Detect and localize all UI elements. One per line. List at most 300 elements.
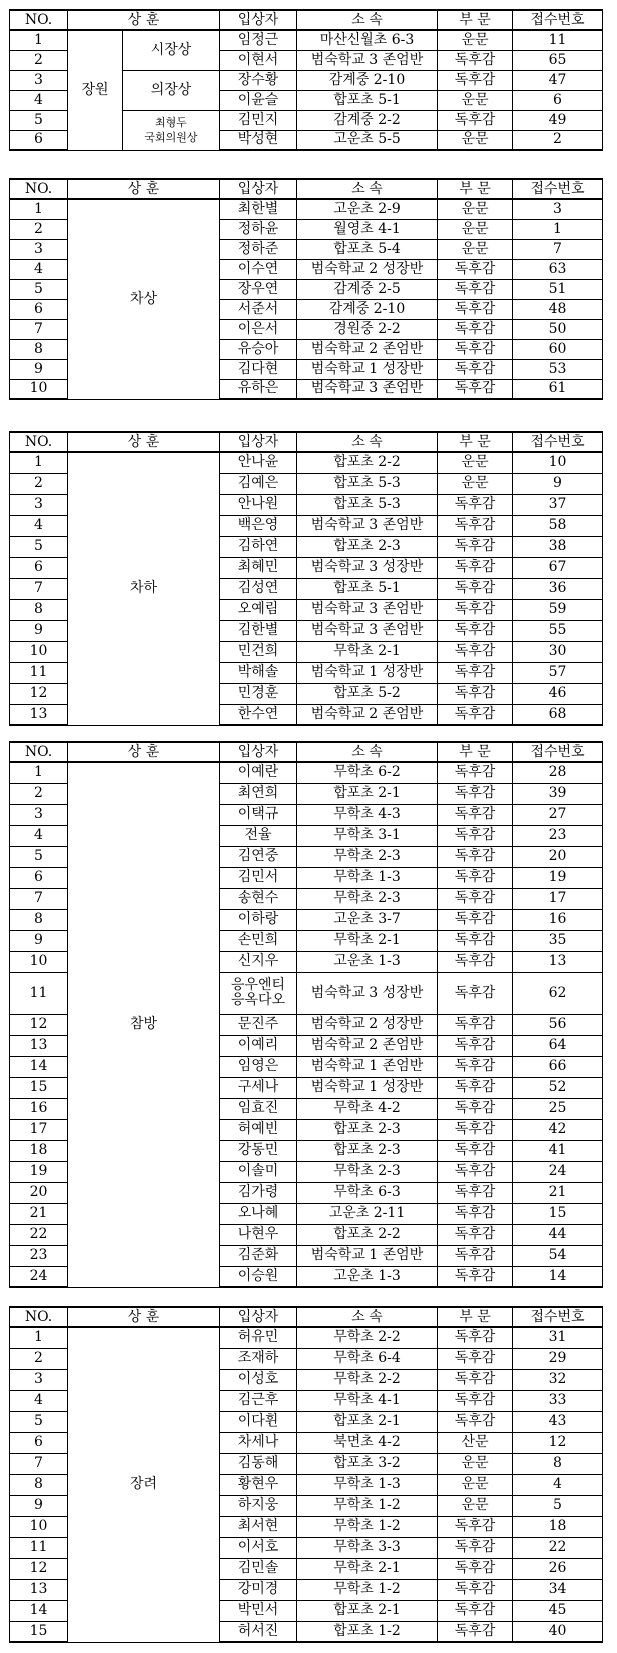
header-no: NO. [10, 742, 68, 762]
winner-category: 독후감 [438, 662, 513, 683]
winner-category: 독후감 [438, 1348, 513, 1369]
winner-name: 손민희 [220, 930, 297, 951]
row-no: 4 [10, 1390, 68, 1411]
winner-category: 독후감 [438, 599, 513, 620]
winner-affiliation: 무학초 6-4 [297, 1348, 438, 1369]
row-no: 7 [10, 319, 68, 339]
winner-name: 임영은 [220, 1056, 297, 1077]
winner-name: 한수연 [220, 704, 297, 725]
winner-name: 이수연 [220, 259, 297, 279]
winner-name: 정하준 [220, 239, 297, 259]
entry-number: 13 [513, 951, 603, 972]
row-no: 7 [10, 888, 68, 909]
winner-name: 박성현 [220, 130, 297, 150]
winner-category: 운문 [438, 90, 513, 110]
entry-number: 1 [513, 219, 603, 239]
winner-name: 장우연 [220, 279, 297, 299]
winner-category: 독후감 [438, 1056, 513, 1077]
winner-name: 최한별 [220, 199, 297, 219]
winner-affiliation: 감계중 2-2 [297, 110, 438, 130]
entry-number: 27 [513, 804, 603, 825]
winner-affiliation: 무학초 2-3 [297, 846, 438, 867]
entry-number: 15 [513, 1203, 603, 1224]
row-no: 20 [10, 1182, 68, 1203]
entry-number: 32 [513, 1369, 603, 1390]
winner-category: 운문 [438, 1453, 513, 1474]
winner-category: 독후감 [438, 930, 513, 951]
winner-affiliation: 고운초 1-3 [297, 951, 438, 972]
winner-affiliation: 범숙학교 3 존엄반 [297, 50, 438, 70]
winner-name: 이서호 [220, 1537, 297, 1558]
winner-category: 독후감 [438, 1516, 513, 1537]
winner-category: 독후감 [438, 888, 513, 909]
row-no: 4 [10, 259, 68, 279]
entry-number: 3 [513, 199, 603, 219]
table-row [10, 762, 603, 783]
row-no: 13 [10, 1579, 68, 1600]
winner-name: 나현우 [220, 1224, 297, 1245]
entry-number: 60 [513, 339, 603, 359]
row-no: 3 [10, 494, 68, 515]
winner-category: 독후감 [438, 1224, 513, 1245]
winner-affiliation: 무학초 1-2 [297, 1579, 438, 1600]
award-cell: 참방 [68, 762, 220, 1287]
entry-number: 52 [513, 1077, 603, 1098]
row-no: 10 [10, 641, 68, 662]
winner-affiliation: 무학초 1-3 [297, 867, 438, 888]
second-prize-lower-table [9, 431, 603, 726]
winner-category: 독후감 [438, 867, 513, 888]
winner-name: 안나원 [220, 494, 297, 515]
entry-number: 12 [513, 1432, 603, 1453]
row-no: 11 [10, 972, 68, 1014]
winner-affiliation: 무학초 4-1 [297, 1390, 438, 1411]
row-no: 10 [10, 951, 68, 972]
header-category: 부 문 [438, 742, 513, 762]
winner-affiliation: 범숙학교 1 성장반 [297, 1077, 438, 1098]
row-no: 7 [10, 1453, 68, 1474]
winner-affiliation: 범숙학교 3 성장반 [297, 557, 438, 578]
entry-number: 16 [513, 909, 603, 930]
encouragement-award-table [9, 1306, 603, 1643]
winner-category: 독후감 [438, 50, 513, 70]
winner-name: 임효진 [220, 1098, 297, 1119]
entry-number: 5 [513, 1495, 603, 1516]
winner-affiliation: 합포초 5-1 [297, 578, 438, 599]
table-header-row [10, 742, 603, 762]
winner-name: 김성연 [220, 578, 297, 599]
winner-affiliation: 고운초 5-5 [297, 130, 438, 150]
winner-name: 문진주 [220, 1014, 297, 1035]
winner-affiliation: 무학초 2-1 [297, 1558, 438, 1579]
winner-affiliation: 감계중 2-10 [297, 70, 438, 90]
entry-number: 65 [513, 50, 603, 70]
winner-category: 독후감 [438, 515, 513, 536]
row-no: 1 [10, 452, 68, 473]
winner-category: 독후감 [438, 319, 513, 339]
entry-number: 56 [513, 1014, 603, 1035]
entry-number: 20 [513, 846, 603, 867]
header-award: 상 훈 [68, 432, 220, 452]
winner-name: 김예은 [220, 473, 297, 494]
winner-affiliation: 무학초 4-3 [297, 804, 438, 825]
row-no: 3 [10, 239, 68, 259]
header-no: NO. [10, 179, 68, 199]
winner-name: 김연중 [220, 846, 297, 867]
header-winner: 입상자 [220, 179, 297, 199]
entry-number: 55 [513, 620, 603, 641]
header-no: NO. [10, 1307, 68, 1327]
row-no: 2 [10, 783, 68, 804]
entry-number: 38 [513, 536, 603, 557]
winner-name: 서준서 [220, 299, 297, 319]
winner-name: 장수황 [220, 70, 297, 90]
winner-category: 독후감 [438, 1119, 513, 1140]
entry-number: 66 [513, 1056, 603, 1077]
winner-name: 김다현 [220, 359, 297, 379]
row-no: 12 [10, 683, 68, 704]
award-cell: 장려 [68, 1327, 220, 1642]
winner-name: 김가령 [220, 1182, 297, 1203]
winner-category: 독후감 [438, 279, 513, 299]
entry-number: 35 [513, 930, 603, 951]
row-no: 9 [10, 1495, 68, 1516]
entry-number: 28 [513, 762, 603, 783]
winner-category: 독후감 [438, 1266, 513, 1287]
winner-category: 독후감 [438, 1014, 513, 1035]
row-no: 3 [10, 1369, 68, 1390]
sub-award-cell: 의장상 [123, 70, 220, 110]
winner-affiliation: 합포초 2-2 [297, 452, 438, 473]
entry-number: 59 [513, 599, 603, 620]
winner-category: 운문 [438, 1495, 513, 1516]
row-no: 2 [10, 219, 68, 239]
entry-number: 45 [513, 1600, 603, 1621]
winner-name: 허유민 [220, 1327, 297, 1348]
winner-affiliation: 북면초 4-2 [297, 1432, 438, 1453]
winner-affiliation: 경원중 2-2 [297, 319, 438, 339]
winner-name: 김동해 [220, 1453, 297, 1474]
winner-category: 독후감 [438, 683, 513, 704]
winner-affiliation: 합포초 1-2 [297, 1621, 438, 1642]
winner-category: 독후감 [438, 70, 513, 90]
entry-number: 48 [513, 299, 603, 319]
row-no: 12 [10, 1014, 68, 1035]
row-no: 15 [10, 1621, 68, 1642]
winner-category: 독후감 [438, 379, 513, 399]
row-no: 4 [10, 515, 68, 536]
entry-number: 68 [513, 704, 603, 725]
winner-affiliation: 범숙학교 3 존엄반 [297, 515, 438, 536]
winner-affiliation: 범숙학교 3 존엄반 [297, 599, 438, 620]
entry-number: 6 [513, 90, 603, 110]
row-no: 21 [10, 1203, 68, 1224]
winner-affiliation: 합포초 2-1 [297, 1600, 438, 1621]
winner-category: 독후감 [438, 1621, 513, 1642]
award-cell: 장원 [68, 30, 123, 150]
entry-number: 51 [513, 279, 603, 299]
table-header-row [10, 10, 603, 30]
winner-category: 독후감 [438, 783, 513, 804]
winner-name: 유하은 [220, 379, 297, 399]
header-entry-no: 접수번호 [513, 432, 603, 452]
header-award: 상 훈 [68, 742, 220, 762]
table-row [10, 199, 603, 219]
winner-affiliation: 무학초 2-1 [297, 641, 438, 662]
winner-name: 허예빈 [220, 1119, 297, 1140]
winner-name: 김한별 [220, 620, 297, 641]
row-no: 10 [10, 1516, 68, 1537]
winner-affiliation: 합포초 2-2 [297, 1224, 438, 1245]
winner-category: 독후감 [438, 620, 513, 641]
header-winner: 입상자 [220, 1307, 297, 1327]
row-no: 5 [10, 110, 68, 130]
entry-number: 37 [513, 494, 603, 515]
winner-category: 독후감 [438, 299, 513, 319]
table-header-row [10, 179, 603, 199]
row-no: 5 [10, 1411, 68, 1432]
winner-category: 독후감 [438, 1140, 513, 1161]
table-header-row [10, 1307, 603, 1327]
winner-category: 독후감 [438, 557, 513, 578]
entry-number: 18 [513, 1516, 603, 1537]
entry-number: 49 [513, 110, 603, 130]
entry-number: 31 [513, 1327, 603, 1348]
winner-name: 차세나 [220, 1432, 297, 1453]
row-no: 2 [10, 473, 68, 494]
winner-name: 강동민 [220, 1140, 297, 1161]
row-no: 17 [10, 1119, 68, 1140]
header-award: 상 훈 [68, 1307, 220, 1327]
winner-name: 이예란 [220, 762, 297, 783]
winner-affiliation: 범숙학교 1 성장반 [297, 359, 438, 379]
row-no: 2 [10, 50, 68, 70]
entry-number: 41 [513, 1140, 603, 1161]
entry-number: 44 [513, 1224, 603, 1245]
winner-category: 독후감 [438, 704, 513, 725]
winner-name: 전율 [220, 825, 297, 846]
winner-affiliation: 범숙학교 3 존엄반 [297, 379, 438, 399]
entry-number: 7 [513, 239, 603, 259]
winner-affiliation: 합포초 2-1 [297, 1411, 438, 1432]
entry-number: 61 [513, 379, 603, 399]
table-row [10, 1327, 603, 1348]
winner-affiliation: 무학초 6-2 [297, 762, 438, 783]
header-affiliation: 소 속 [297, 10, 438, 30]
row-no: 6 [10, 130, 68, 150]
header-category: 부 문 [438, 179, 513, 199]
winner-category: 산문 [438, 1432, 513, 1453]
entry-number: 67 [513, 557, 603, 578]
winner-category: 운문 [438, 199, 513, 219]
winner-name: 민건희 [220, 641, 297, 662]
entry-number: 29 [513, 1348, 603, 1369]
winner-category: 독후감 [438, 578, 513, 599]
winner-category: 독후감 [438, 909, 513, 930]
winner-affiliation: 범숙학교 1 존엄반 [297, 1245, 438, 1266]
entry-number: 47 [513, 70, 603, 90]
winner-affiliation: 범숙학교 3 성장반 [297, 972, 438, 1014]
winner-category: 독후감 [438, 1537, 513, 1558]
winner-category: 운문 [438, 30, 513, 50]
winner-name: 임정근 [220, 30, 297, 50]
winner-category: 독후감 [438, 1558, 513, 1579]
header-affiliation: 소 속 [297, 1307, 438, 1327]
winner-name: 김준화 [220, 1245, 297, 1266]
header-award: 상 훈 [68, 10, 220, 30]
winner-category: 독후감 [438, 1369, 513, 1390]
header-entry-no: 접수번호 [513, 1307, 603, 1327]
row-no: 8 [10, 1474, 68, 1495]
entry-number: 46 [513, 683, 603, 704]
winner-name: 이윤슬 [220, 90, 297, 110]
entry-number: 54 [513, 1245, 603, 1266]
winner-name: 백은영 [220, 515, 297, 536]
winner-affiliation: 고운초 3-7 [297, 909, 438, 930]
row-no: 13 [10, 1035, 68, 1056]
winner-category: 독후감 [438, 951, 513, 972]
header-no: NO. [10, 432, 68, 452]
winner-affiliation: 합포초 2-3 [297, 536, 438, 557]
row-no: 4 [10, 90, 68, 110]
winner-affiliation: 합포초 2-1 [297, 783, 438, 804]
entry-number: 9 [513, 473, 603, 494]
row-no: 9 [10, 359, 68, 379]
entry-number: 43 [513, 1411, 603, 1432]
entry-number: 64 [513, 1035, 603, 1056]
winner-name: 김민지 [220, 110, 297, 130]
winner-name: 이승원 [220, 1266, 297, 1287]
winner-category: 독후감 [438, 825, 513, 846]
entry-number: 22 [513, 1537, 603, 1558]
winner-name: 오나혜 [220, 1203, 297, 1224]
row-no: 8 [10, 339, 68, 359]
row-no: 6 [10, 867, 68, 888]
winner-category: 독후감 [438, 1203, 513, 1224]
winner-name: 유승아 [220, 339, 297, 359]
winner-affiliation: 합포초 5-1 [297, 90, 438, 110]
winner-name: 정하윤 [220, 219, 297, 239]
winner-category: 운문 [438, 452, 513, 473]
row-no: 6 [10, 1432, 68, 1453]
row-no: 6 [10, 299, 68, 319]
entry-number: 26 [513, 1558, 603, 1579]
winner-affiliation: 무학초 4-2 [297, 1098, 438, 1119]
winner-affiliation: 범숙학교 1 성장반 [297, 662, 438, 683]
winner-category: 독후감 [438, 359, 513, 379]
row-no: 4 [10, 825, 68, 846]
winner-affiliation: 합포초 5-4 [297, 239, 438, 259]
row-no: 5 [10, 279, 68, 299]
row-no: 14 [10, 1056, 68, 1077]
winner-affiliation: 감계중 2-10 [297, 299, 438, 319]
winner-affiliation: 범숙학교 1 존엄반 [297, 1056, 438, 1077]
row-no: 1 [10, 199, 68, 219]
winner-affiliation: 무학초 2-3 [297, 888, 438, 909]
winner-affiliation: 합포초 2-3 [297, 1140, 438, 1161]
header-category: 부 문 [438, 1307, 513, 1327]
winner-affiliation: 무학초 2-2 [297, 1327, 438, 1348]
winner-category: 독후감 [438, 1600, 513, 1621]
row-no: 23 [10, 1245, 68, 1266]
row-no: 22 [10, 1224, 68, 1245]
winner-category: 독후감 [438, 1390, 513, 1411]
winner-category: 독후감 [438, 972, 513, 1014]
winner-name: 송현수 [220, 888, 297, 909]
entry-number: 58 [513, 515, 603, 536]
row-no: 9 [10, 930, 68, 951]
winner-affiliation: 감계중 2-5 [297, 279, 438, 299]
winner-category: 독후감 [438, 1245, 513, 1266]
row-no: 2 [10, 1348, 68, 1369]
winner-name: 이솔미 [220, 1161, 297, 1182]
entry-number: 50 [513, 319, 603, 339]
winner-name: 조재하 [220, 1348, 297, 1369]
winner-affiliation: 무학초 1-2 [297, 1516, 438, 1537]
winner-name: 황현우 [220, 1474, 297, 1495]
winner-affiliation: 합포초 5-3 [297, 473, 438, 494]
winner-affiliation: 합포초 2-3 [297, 1119, 438, 1140]
winner-affiliation: 무학초 2-1 [297, 930, 438, 951]
winner-name: 이성호 [220, 1369, 297, 1390]
entry-number: 34 [513, 1579, 603, 1600]
winner-name: 민경훈 [220, 683, 297, 704]
entry-number: 62 [513, 972, 603, 1014]
award-cell: 차하 [68, 452, 220, 725]
header-entry-no: 접수번호 [513, 179, 603, 199]
entry-number: 53 [513, 359, 603, 379]
row-no: 5 [10, 846, 68, 867]
row-no: 12 [10, 1558, 68, 1579]
winner-name: 이다휜 [220, 1411, 297, 1432]
header-category: 부 문 [438, 10, 513, 30]
row-no: 3 [10, 804, 68, 825]
entry-number: 14 [513, 1266, 603, 1287]
entry-number: 4 [513, 1474, 603, 1495]
entry-number: 33 [513, 1390, 603, 1411]
entry-number: 57 [513, 662, 603, 683]
header-winner: 입상자 [220, 432, 297, 452]
winner-affiliation: 합포초 3-2 [297, 1453, 438, 1474]
header-category: 부 문 [438, 432, 513, 452]
winner-category: 독후감 [438, 846, 513, 867]
winner-category: 독후감 [438, 641, 513, 662]
winner-affiliation: 고운초 2-11 [297, 1203, 438, 1224]
winner-affiliation: 무학초 2-3 [297, 1161, 438, 1182]
entry-number: 17 [513, 888, 603, 909]
sub-award-cell: 최형두 국회의원상 [123, 110, 220, 150]
row-no: 16 [10, 1098, 68, 1119]
table-row [10, 30, 603, 50]
winner-name: 이하랑 [220, 909, 297, 930]
entry-number: 25 [513, 1098, 603, 1119]
winner-name: 이현서 [220, 50, 297, 70]
header-affiliation: 소 속 [297, 432, 438, 452]
row-no: 8 [10, 909, 68, 930]
winner-category: 독후감 [438, 1411, 513, 1432]
winner-name: 응우엔티 응옥다오 [220, 972, 297, 1014]
winner-affiliation: 무학초 3-3 [297, 1537, 438, 1558]
entry-number: 23 [513, 825, 603, 846]
header-affiliation: 소 속 [297, 179, 438, 199]
entry-number: 10 [513, 452, 603, 473]
winner-name: 이은서 [220, 319, 297, 339]
winner-name: 김민솔 [220, 1558, 297, 1579]
winner-category: 독후감 [438, 1327, 513, 1348]
row-no: 1 [10, 1327, 68, 1348]
winner-category: 독후감 [438, 110, 513, 130]
winner-affiliation: 마산신월초 6-3 [297, 30, 438, 50]
